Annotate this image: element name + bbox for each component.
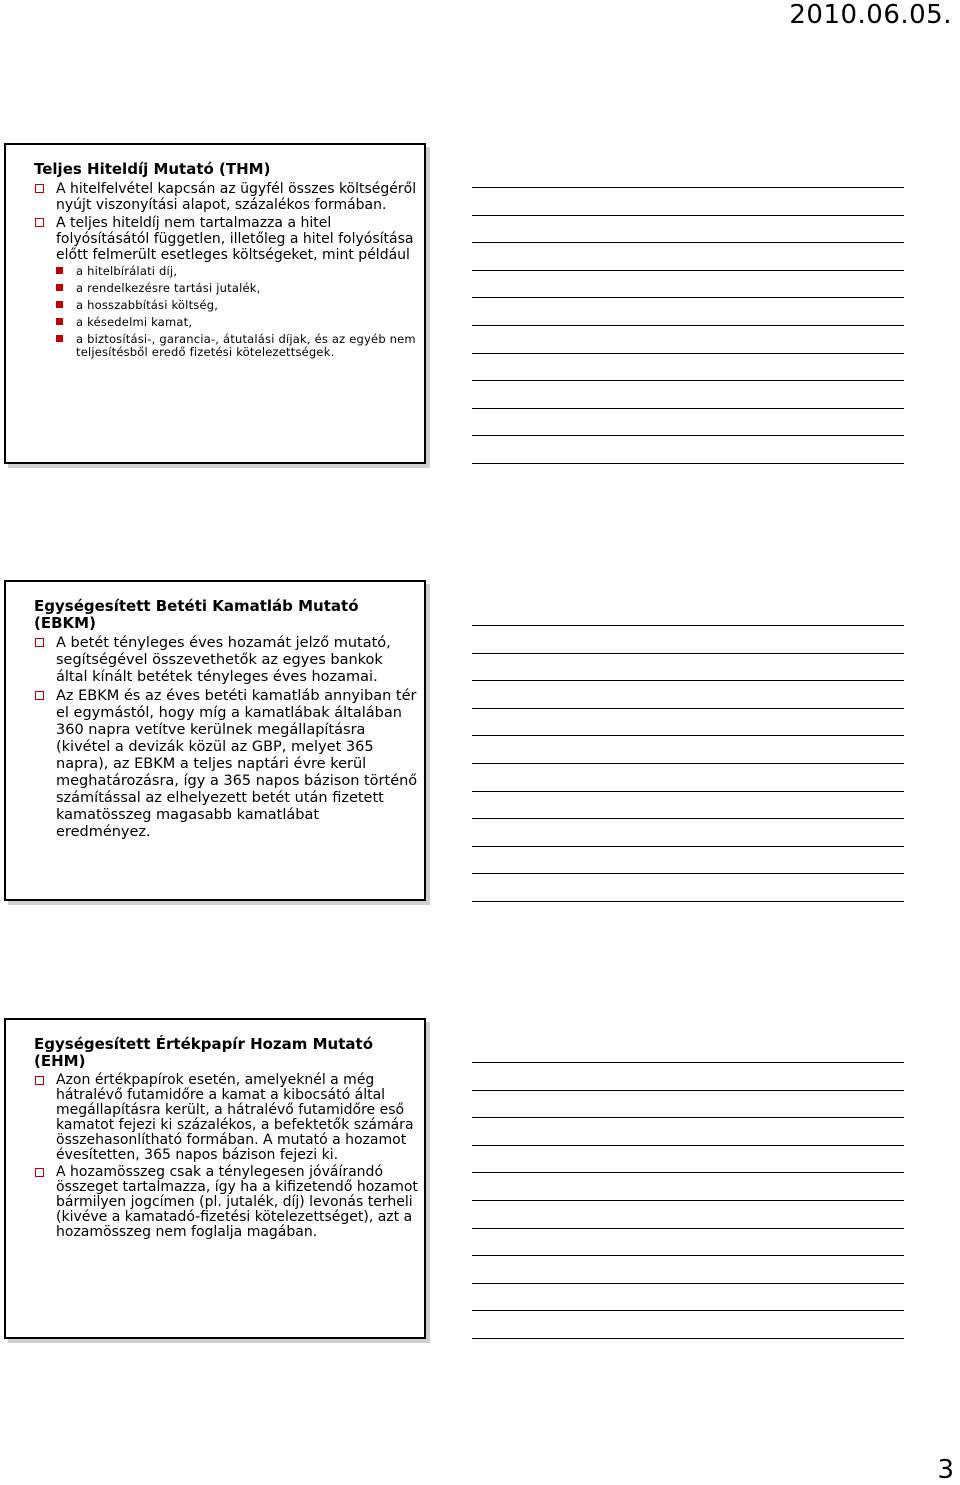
note-line — [472, 680, 904, 681]
hollow-square-icon — [35, 1076, 44, 1085]
slide-content — [34, 1036, 418, 1242]
bullet-text: A betét tényleges éves hozamát jelző mutató, segítségével összevethetők az egyes bankok által kínált betétek tényleges éves hozamai. — [56, 635, 391, 685]
hollow-square-icon — [35, 218, 44, 227]
sub-bullet-text: a rendelkezésre tartási jutalék, — [76, 281, 261, 295]
note-line — [472, 1310, 904, 1311]
note-line — [472, 1283, 904, 1284]
bullet-text: Az EBKM és az éves betéti kamatláb annyiban tér el egymástól, hogy míg a kamatlábak általában 360 napra vetítve kerülnek megállapításra (kivétel a devizák közül az GBP, melyet 365 napra), az EBKM a teljes naptári évre kerül meghatározásra, így a 365 napos bázison történő számítással az elhelyezett betét után fizetett kamatösszeg magasabb kamatlábat eredményez. — [56, 688, 418, 840]
slide-content — [34, 598, 418, 843]
note-line — [472, 625, 904, 626]
note-line — [472, 325, 904, 326]
hollow-square-icon — [35, 638, 44, 647]
sub-bullet-text: a késedelmi kamat, — [76, 315, 193, 329]
note-line — [472, 1200, 904, 1201]
bullet-item — [34, 688, 418, 841]
bullet-text: A hitelfelvétel kapcsán az ügyfél összes költségéről nyújt viszonyítási alapot, százalékos formában. — [56, 181, 417, 213]
sub-bullet-text: a biztosítási-, garancia-, átutalási díjak, és az egyéb nem teljesítésből eredő fizetési kötelezettségek. — [76, 332, 416, 359]
note-line — [472, 818, 904, 819]
bullet-item — [34, 215, 418, 263]
note-line — [472, 901, 904, 902]
note-line — [472, 380, 904, 381]
sub-bullet-text: a hitelbírálati díj, — [76, 264, 178, 278]
hollow-square-icon — [35, 184, 44, 193]
hollow-square-icon — [35, 1168, 44, 1177]
note-line — [472, 653, 904, 654]
note-line — [472, 408, 904, 409]
sub-bullet-text: a hosszabbítási költség, — [76, 298, 219, 312]
note-line — [472, 215, 904, 216]
filled-square-icon — [56, 267, 63, 274]
page-date: 2010.06.05. — [789, 0, 952, 30]
note-line — [472, 708, 904, 709]
sub-bullet-item — [34, 333, 418, 359]
note-line — [472, 873, 904, 874]
note-line — [472, 1338, 904, 1339]
slide-title: Teljes Hiteldíj Mutató (THM) — [34, 160, 271, 178]
hollow-square-icon — [35, 691, 44, 700]
note-line — [472, 1117, 904, 1118]
note-line — [472, 463, 904, 464]
sub-bullet-item — [34, 282, 418, 295]
note-line — [472, 1062, 904, 1063]
note-line — [472, 735, 904, 736]
filled-square-icon — [56, 335, 63, 342]
note-line — [472, 1145, 904, 1146]
note-line — [472, 187, 904, 188]
filled-square-icon — [56, 318, 63, 325]
bullet-item — [34, 181, 418, 213]
note-line — [472, 1255, 904, 1256]
note-line — [472, 1228, 904, 1229]
bullet-text: A teljes hiteldíj nem tartalmazza a hitel folyósításától független, illetőleg a hitel folyósítása előtt felmerült esetleges költségeket, mint például — [56, 215, 414, 263]
note-line — [472, 297, 904, 298]
slide-ehm — [4, 1018, 426, 1339]
note-line — [472, 435, 904, 436]
bullet-item — [34, 1165, 418, 1240]
note-line — [472, 763, 904, 764]
slide-title: Egységesített Értékpapír Hozam Mutató (EHM) — [34, 1035, 374, 1070]
note-line — [472, 1172, 904, 1173]
note-line — [472, 353, 904, 354]
slide-title: Egységesített Betéti Kamatláb Mutató (EBKM) — [34, 597, 359, 632]
bullet-text: Azon értékpapírok esetén, amelyeknél a még hátralévő futamidőre a kamat a kibocsátó által megállapításra került, a hátralévő futamidőre eső kamatot fejezi ki százalékos, a befektetők számára összehasonlítható formában. A mutató a hozamot évesítetten, 365 napos bázison fejezi ki. — [56, 1072, 414, 1163]
sub-bullet-item — [34, 316, 418, 329]
note-line — [472, 791, 904, 792]
bullet-item — [34, 1073, 418, 1163]
slide-thm — [4, 143, 426, 464]
slide-ebkm — [4, 580, 426, 901]
note-line — [472, 270, 904, 271]
slide-content — [34, 161, 418, 363]
bullet-item — [34, 635, 418, 686]
bullet-text: A hozamösszeg csak a ténylegesen jóváírandó összeget tartalmazza, így ha a kifizetendő hozamot bármilyen jogcímen (pl. jutalék, díj) levonás terheli (kivéve a kamatadó-fizetési kötelezettséget), azt a hozamösszeg nem foglalja magában. — [56, 1164, 418, 1240]
filled-square-icon — [56, 284, 63, 291]
note-line — [472, 846, 904, 847]
page-number: 3 — [937, 1455, 954, 1485]
sub-bullet-item — [34, 265, 418, 278]
filled-square-icon — [56, 301, 63, 308]
sub-bullet-item — [34, 299, 418, 312]
note-line — [472, 1090, 904, 1091]
note-line — [472, 242, 904, 243]
